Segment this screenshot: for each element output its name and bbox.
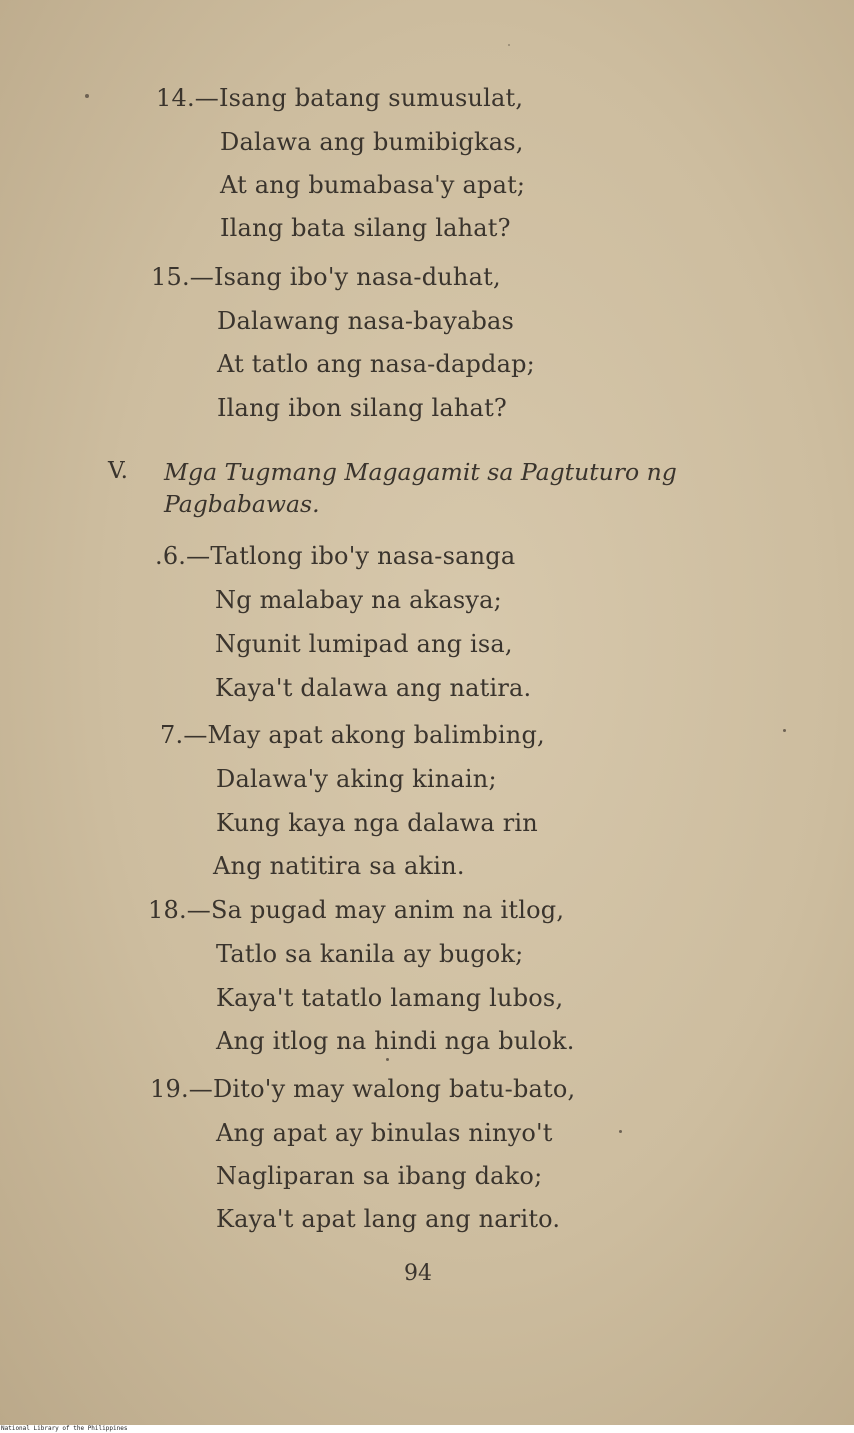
poem-18-line-1: 18.—Sa pugad may anim na itlog, bbox=[148, 896, 565, 924]
poem-16-line-1: .6.—Tatlong ibo'y nasa-sanga bbox=[155, 542, 516, 570]
poem-14-line-1: 14.—Isang batang sumusulat, bbox=[156, 84, 524, 112]
section-title-line-2: Pagbabawas. bbox=[164, 490, 320, 518]
paper-speck bbox=[386, 1058, 389, 1061]
poem-16-number: .6. bbox=[155, 542, 187, 570]
paper-speck bbox=[619, 1130, 622, 1133]
poem-18-line-2: Tatlo sa kanila ay bugok; bbox=[216, 940, 524, 968]
poem-14-number: 14. bbox=[156, 84, 195, 112]
footer-attribution: National Library of the Philippines bbox=[1, 1425, 128, 1432]
page-number: 94 bbox=[404, 1261, 432, 1286]
paper-speck bbox=[85, 94, 89, 98]
paper-speck bbox=[783, 729, 786, 732]
poem-17-line-2: Dalawa'y aking kinain; bbox=[216, 765, 497, 793]
poem-18-number: 18. bbox=[148, 896, 187, 924]
poem-17-line-3: Kung kaya nga dalawa rin bbox=[216, 809, 538, 837]
poem-16-line-3: Ngunit lumipad ang isa, bbox=[215, 630, 513, 658]
poem-15-number: 15. bbox=[151, 263, 190, 291]
poem-19-line-4: Kaya't apat lang ang narito. bbox=[216, 1205, 561, 1233]
poem-14-line-2: Dalawa ang bumibigkas, bbox=[220, 128, 524, 156]
poem-14-line-3: At ang bumabasa'y apat; bbox=[220, 171, 526, 199]
poem-17-number: 7. bbox=[160, 721, 184, 749]
poem-17-line-4: Ang natitira sa akin. bbox=[213, 852, 465, 880]
poem-15-line-1: 15.—Isang ibo'y nasa-duhat, bbox=[151, 263, 501, 291]
poem-15-line-2: Dalawang nasa-bayabas bbox=[217, 307, 515, 335]
poem-17-line-1: 7.—May apat akong balimbing, bbox=[160, 721, 545, 749]
poem-18-line-4: Ang itlog na hindi nga bulok. bbox=[216, 1027, 575, 1055]
paper-speck bbox=[508, 44, 510, 46]
section-title-line-1: Mga Tugmang Magagamit sa Pagtuturo ng bbox=[164, 458, 677, 486]
poem-19-line-2: Ang apat ay binulas ninyo't bbox=[216, 1119, 553, 1147]
poem-14-line-4: Ilang bata silang lahat? bbox=[220, 214, 511, 242]
poem-19-line-1: 19.—Dito'y may walong batu-bato, bbox=[150, 1075, 576, 1103]
poem-15-line-4: Ilang ibon silang lahat? bbox=[217, 394, 507, 422]
poem-18-line-3: Kaya't tatatlo lamang lubos, bbox=[216, 984, 564, 1012]
poem-16-line-2: Ng malabay na akasya; bbox=[215, 586, 502, 614]
poem-15-line-3: At tatlo ang nasa-dapdap; bbox=[217, 350, 535, 378]
poem-16-line-4: Kaya't dalawa ang natira. bbox=[215, 674, 532, 702]
section-numeral: V. bbox=[108, 458, 128, 484]
poem-19-line-3: Nagliparan sa ibang dako; bbox=[216, 1162, 543, 1190]
poem-19-number: 19. bbox=[150, 1075, 189, 1103]
